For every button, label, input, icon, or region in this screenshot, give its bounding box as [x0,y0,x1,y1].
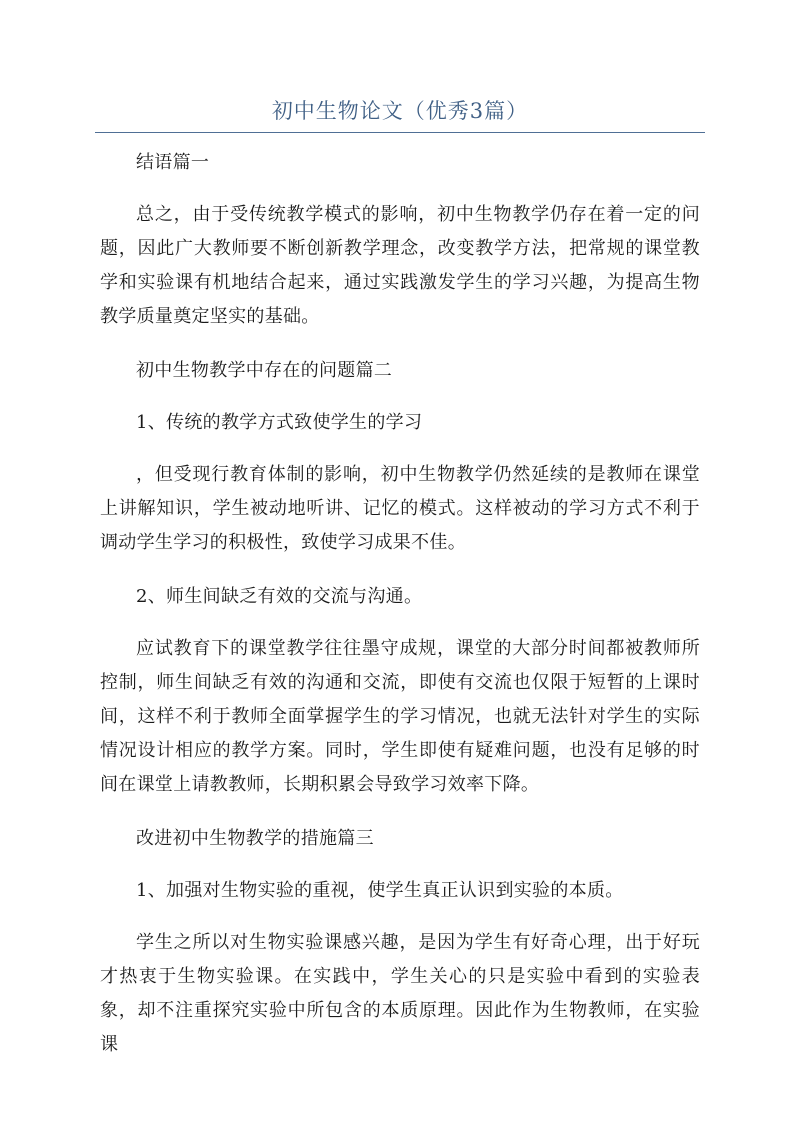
section-heading-3: 改进初中生物教学的措施篇三 [136,828,374,849]
subheading-2-1: 1、传统的教学方式致使学生的学习 [136,412,423,433]
section-heading-1: 结语篇一 [136,152,210,173]
title-divider [95,132,705,133]
document-body [100,146,700,1082]
paragraph-3-1: 学生之所以对生物实验课感兴趣，是因为学生有好奇心理，出于好玩才热衷于生物实验课。在实践中，学生关心的只是实验中看到的实验表象，却不注重探究实验中所包含的本质原理。因此作为生物教师，在实验课 [100,932,700,1055]
paragraph-2-2: 应试教育下的课堂教学往往墨守成规，课堂的大部分时间都被教师所控制，师生间缺乏有效的沟通和交流，即使有交流也仅限于短暂的上课时间，这样不利于教师全面掌握学生的学习情况，也就无法针对学生的实际情况设计相应的教学方案。同时，学生即使有疑难问题，也没有足够的时间在课堂上请教教师，长期积累会导致学习效率下降。 [100,638,700,795]
document-title: 初中生物论文（优秀3篇） [271,99,529,123]
paragraph-2-1: ，但受现行教育体制的影响，初中生物教学仍然延续的是教师在课堂上讲解知识，学生被动地听讲、记忆的模式。这样被动的学习方式不利于调动学生学习的积极性，致使学习成果不佳。 [100,464,700,553]
subheading-2-2: 2、师生间缺乏有效的交流与沟通。 [136,586,423,607]
paragraph-conclusion: 总之，由于受传统教学模式的影响，初中生物教学仍存在着一定的问题，因此广大教师要不断创新教学理念，改变教学方法，把常规的课堂教学和实验课有机地结合起来，通过实践激发学生的学习兴趣，为提高生物教学质量奠定坚实的基础。 [100,204,700,327]
subheading-3-1: 1、加强对生物实验的重视，使学生真正认识到实验的本质。 [136,880,624,901]
section-heading-2: 初中生物教学中存在的问题篇二 [136,360,393,381]
